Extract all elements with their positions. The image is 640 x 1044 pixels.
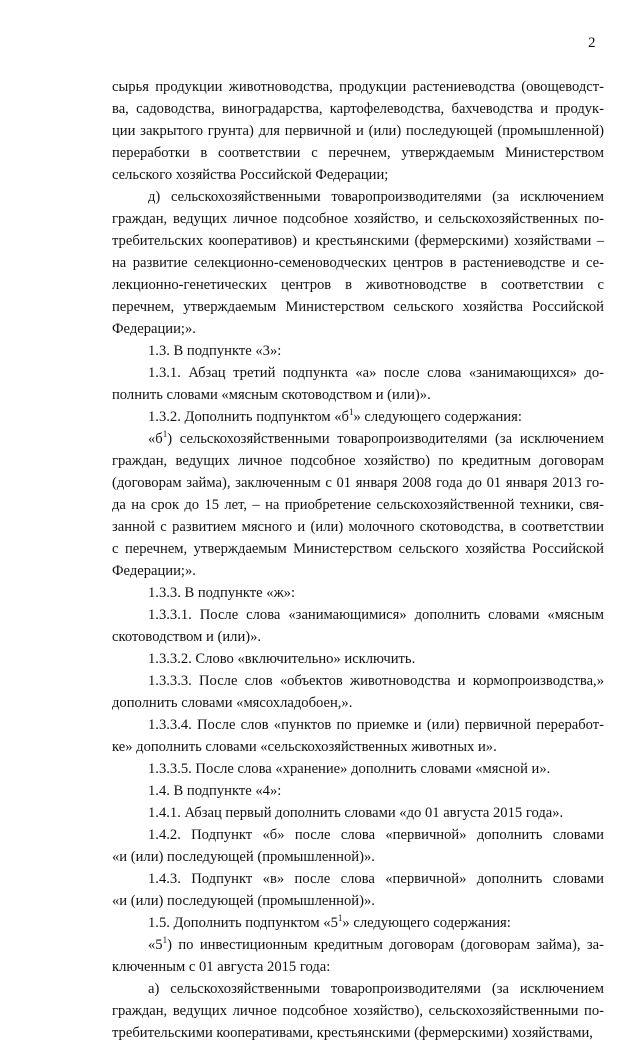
text-line: 1.5. Дополнить подпунктом «$5^1$» следующего содержания: [148, 913, 511, 931]
paragraph [112, 340, 604, 362]
text-line: 1.3.2. Дополнить подпунктом «$б^1$» следующего содержания: [148, 407, 522, 425]
text-line: сельского хозяйства Российской Федерации; [112, 167, 389, 183]
paragraph [112, 868, 604, 912]
paragraph [112, 648, 604, 670]
text-line: сырья продукции животноводства, продукции растениеводства (овощеводст- [112, 79, 604, 95]
text-line: дополнить словами «мясохладобоен,». [112, 695, 353, 711]
document-body [112, 76, 604, 1044]
text-line: граждан, ведущих личное подсобное хозяйство, и сельскохозяйственных по- [112, 211, 604, 227]
paragraph [112, 978, 604, 1044]
text-line: требительскими кооперативами, крестьянскими (фермерскими) хозяйствами, [112, 1025, 593, 1041]
text-line: 1.3.3. В подпункте «ж»: [148, 585, 296, 601]
page-number: 2 [588, 35, 596, 51]
text-line: требительских кооперативов) и крестьянскими (фермерскими) хозяйствами – [112, 233, 604, 249]
text-line: «$б^1$) сельскохозяйственными товаропроизводителями (за исключением [148, 429, 604, 447]
text-line: 1.4.3. Подпункт «в» после слова «первичной» дополнить словами [148, 871, 604, 887]
text-line: граждан, ведущих личное подсобное хозяйство) по кредитным договорам [112, 453, 604, 469]
paragraph [112, 406, 604, 428]
text-line: ключенным с 01 августа 2015 года: [112, 959, 331, 975]
text-line: ции закрытого грунта) для первичной и (или) последующей (промышленной) [112, 123, 604, 139]
paragraph [112, 670, 604, 714]
text-line: с перечнем, утверждаемым Министерством сельского хозяйства Российской [112, 541, 604, 557]
paragraph [112, 604, 604, 648]
text-line: Федерации;». [112, 563, 196, 579]
paragraph [112, 428, 604, 582]
text-line: «и (или) последующей (промышленной)». [112, 849, 375, 865]
text-line: 1.3. В подпункте «3»: [148, 343, 282, 359]
text-line: занной с развитием мясного и (или) молочного скотоводства, в соответствии [112, 519, 604, 535]
text-line: скотоводством и (или)». [112, 629, 262, 645]
text-line: 1.3.3.2. Слово «включительно» исключить. [148, 651, 416, 667]
paragraph [112, 824, 604, 868]
paragraph [112, 912, 604, 934]
text-line: лекционно-генетических центров в животноводстве в соответствии с [112, 277, 604, 293]
text-line: 1.3.3.3. После слов «объектов животноводства и кормопроизводства,» [148, 673, 604, 689]
text-line: 1.3.3.4. После слов «пунктов по приемке и (или) первичной переработ- [148, 717, 604, 733]
text-line: Федерации;». [112, 321, 196, 337]
paragraph [112, 802, 604, 824]
text-line: 1.3.3.1. После слова «занимающимися» дополнить словами «мясным [148, 607, 604, 623]
paragraph [112, 582, 604, 604]
text-line: 1.4.1. Абзац первый дополнить словами «до 01 августа 2015 года». [148, 805, 564, 821]
paragraph [112, 780, 604, 802]
text-line: да на срок до 15 лет, – на приобретение сельскохозяйственной техники, свя- [112, 497, 604, 513]
text-line: ва, садоводства, виноградарства, картофелеводства, бахчеводства и продук- [112, 101, 604, 117]
text-line: граждан, ведущих личное подсобное хозяйство), сельскохозяйственными по- [112, 1003, 604, 1019]
text-line: 1.4. В подпункте «4»: [148, 783, 282, 799]
paragraph [112, 934, 604, 978]
text-line: д) сельскохозяйственными товаропроизводителями (за исключением [148, 189, 604, 205]
text-line: перечнем, утверждаемым Министерством сельского хозяйства Российской [112, 299, 604, 315]
text-line: переработки в соответствии с перечнем, утверждаемым Министерством [112, 145, 604, 161]
text-line: «и (или) последующей (промышленной)». [112, 893, 375, 909]
paragraph [112, 362, 604, 406]
text-line: на развитие селекционно-семеноводческих центров в растениеводстве и се- [112, 255, 604, 271]
paragraph [112, 714, 604, 758]
text-line: 1.3.1. Абзац третий подпункта «а» после слова «занимающихся» до- [148, 365, 604, 381]
paragraph [112, 758, 604, 780]
text-line: (договорам займа), заключенным с 01 января 2008 года до 01 января 2013 го- [112, 475, 604, 491]
text-line: полнить словами «мясным скотоводством и (или)». [112, 387, 431, 403]
paragraph [112, 186, 604, 340]
paragraph [112, 76, 604, 186]
text-line: «$5^1$) по инвестиционным кредитным договорам (договорам займа), за- [148, 935, 604, 953]
text-line: 1.3.3.5. После слова «хранение» дополнить словами «мясной и». [148, 761, 551, 777]
text-line: 1.4.2. Подпункт «б» после слова «первичной» дополнить словами [148, 827, 604, 843]
text-line: ке» дополнить словами «сельскохозяйственных животных и». [112, 739, 497, 755]
text-line: а) сельскохозяйственными товаропроизводителями (за исключением [148, 981, 604, 997]
